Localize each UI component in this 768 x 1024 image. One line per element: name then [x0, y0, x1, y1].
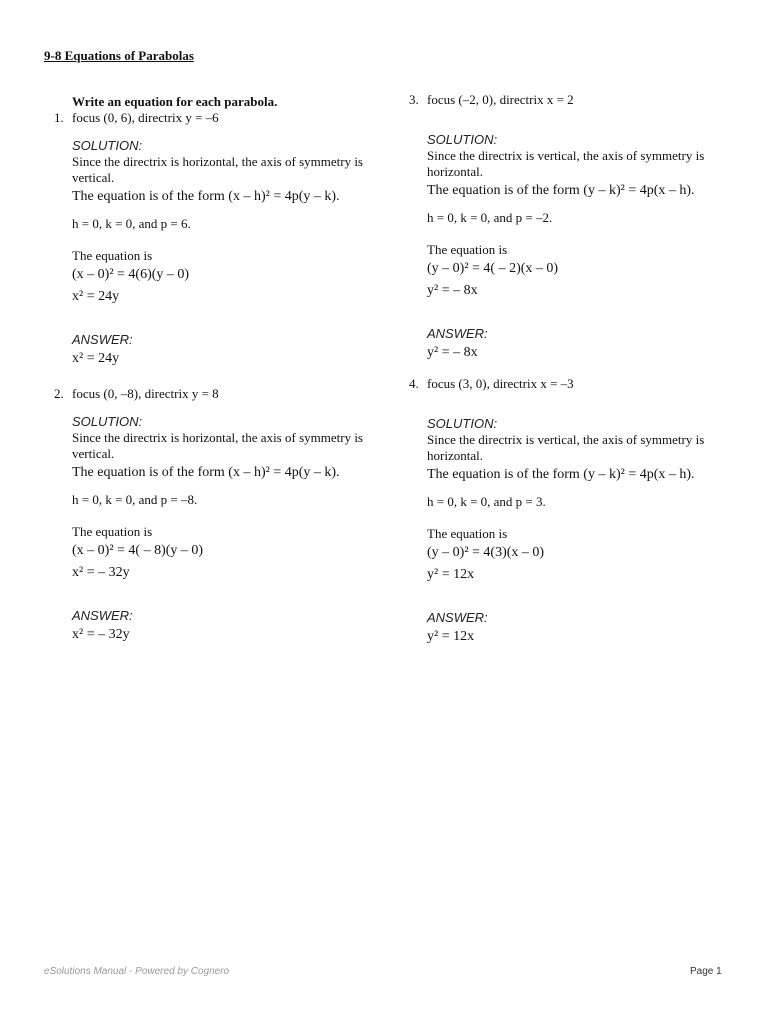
solution-explanation: Since the directrix is horizontal, the axis of symmetry is vertical. — [72, 430, 363, 461]
form-text: The equation is of the form — [427, 467, 580, 482]
form-equation: (y – k)² = 4p(x – h). — [583, 183, 695, 198]
solution-step: (y – 0)² = 4( – 2)(x – 0) — [427, 261, 559, 276]
form-text: The equation is of the form — [72, 465, 225, 480]
problem-1 — [54, 110, 384, 370]
left-column — [54, 110, 384, 646]
answer-value: y² = 12x — [427, 629, 475, 644]
solution-explanation: Since the directrix is vertical, the axis of symmetry is horizontal. — [427, 148, 705, 179]
instructions: Write an equation for each parabola. — [72, 94, 278, 109]
solution-label: SOLUTION: — [427, 416, 498, 431]
answer-label: ANSWER: — [427, 326, 488, 341]
right-column — [409, 92, 739, 648]
equation-is-label: The equation is — [72, 524, 153, 539]
answer-value: x² = – 32y — [72, 627, 130, 642]
problem-2 — [54, 386, 384, 646]
form-equation: (x – h)² = 4p(y – k). — [228, 189, 340, 204]
page-title: 9-8 Equations of Parabolas — [44, 48, 194, 63]
form-text: The equation is of the form — [72, 189, 225, 204]
solution-label: SOLUTION: — [72, 138, 143, 153]
solution-step: y² = 12x — [427, 567, 475, 582]
problem-4 — [409, 376, 739, 648]
solution-step: (x – 0)² = 4(6)(y – 0) — [72, 267, 190, 282]
answer-label: ANSWER: — [72, 608, 133, 623]
solution-step: y² = – 8x — [427, 283, 478, 298]
form-text: The equation is of the form — [427, 183, 580, 198]
equation-is-label: The equation is — [427, 242, 508, 257]
problem-prompt: focus (0, –8), directrix y = 8 — [72, 386, 219, 401]
answer-value: x² = 24y — [72, 351, 120, 366]
form-equation: (y – k)² = 4p(x – h). — [583, 467, 695, 482]
problem-number: 2. — [54, 386, 64, 401]
answer-label: ANSWER: — [72, 332, 133, 347]
problem-prompt: focus (0, 6), directrix y = –6 — [72, 110, 219, 125]
solution-step: (y – 0)² = 4(3)(x – 0) — [427, 545, 545, 560]
equation-is-label: The equation is — [427, 526, 508, 541]
parameters: h = 0, k = 0, and p = 6. — [72, 216, 191, 231]
solution-label: SOLUTION: — [72, 414, 143, 429]
parameters: h = 0, k = 0, and p = –2. — [427, 210, 553, 225]
problem-number: 3. — [409, 92, 419, 107]
problem-number: 4. — [409, 376, 419, 391]
page-number: Page 1 — [690, 966, 722, 977]
solution-step: x² = 24y — [72, 289, 120, 304]
solution-step: (x – 0)² = 4( – 8)(y – 0) — [72, 543, 204, 558]
footer-credit: eSolutions Manual - Powered by Cognero — [44, 966, 230, 977]
equation-is-label: The equation is — [72, 248, 153, 263]
answer-value: y² = – 8x — [427, 345, 478, 360]
solution-label: SOLUTION: — [427, 132, 498, 147]
problem-number: 1. — [54, 110, 64, 125]
solution-explanation: Since the directrix is horizontal, the axis of symmetry is vertical. — [72, 154, 363, 185]
solution-explanation: Since the directrix is vertical, the axis of symmetry is horizontal. — [427, 432, 705, 463]
problem-prompt: focus (3, 0), directrix x = –3 — [427, 376, 574, 391]
solution-step: x² = – 32y — [72, 565, 130, 580]
parameters: h = 0, k = 0, and p = 3. — [427, 494, 546, 509]
problem-prompt: focus (–2, 0), directrix x = 2 — [427, 92, 574, 107]
problem-3 — [409, 92, 739, 364]
answer-label: ANSWER: — [427, 610, 488, 625]
form-equation: (x – h)² = 4p(y – k). — [228, 465, 340, 480]
parameters: h = 0, k = 0, and p = –8. — [72, 492, 198, 507]
